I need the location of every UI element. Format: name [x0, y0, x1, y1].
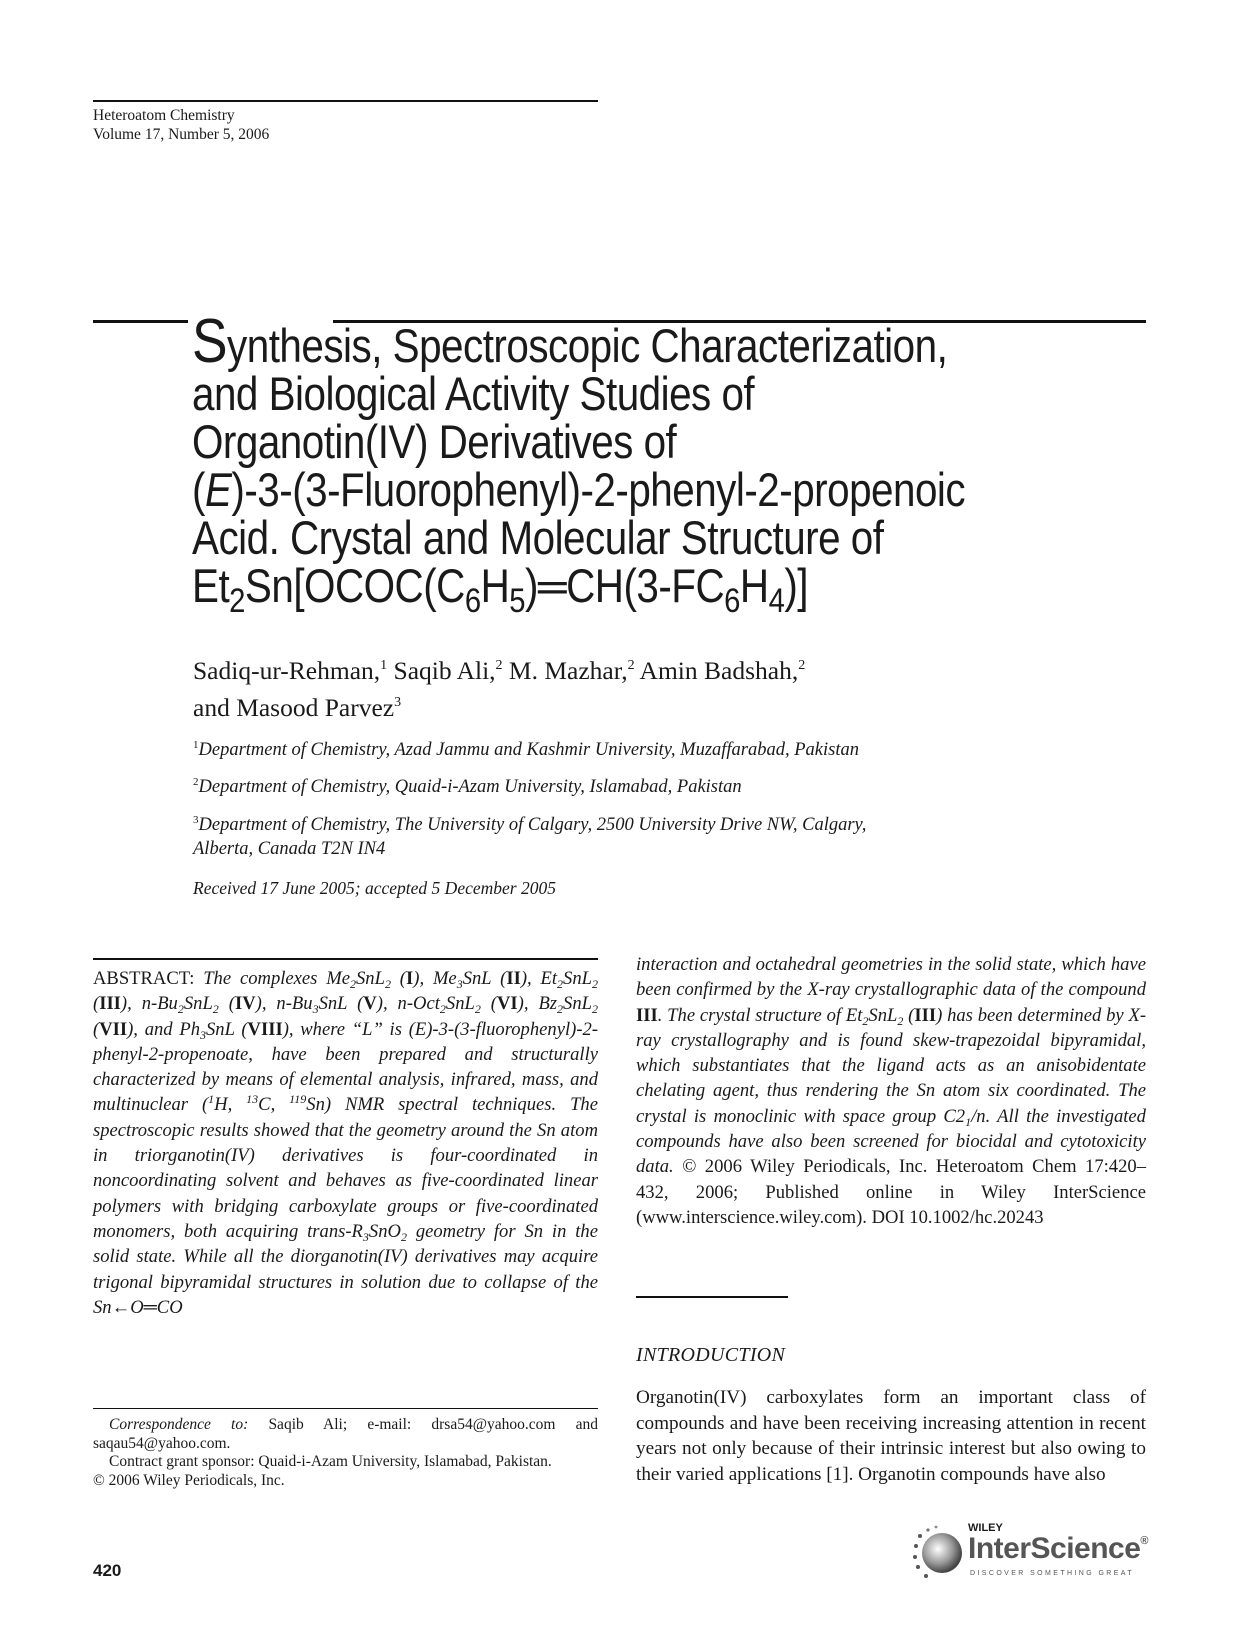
compound-number: II	[506, 968, 521, 989]
subscript: 2	[474, 1002, 481, 1017]
compound-number: I	[406, 968, 414, 989]
subscript: 2	[177, 1002, 184, 1017]
abstract-text: The complexes Me	[203, 968, 350, 989]
abstract-text: SnO	[368, 1220, 401, 1242]
abstract-text: . The crystal structure of Et	[657, 1004, 863, 1026]
subscript: 2	[862, 1013, 869, 1028]
superscript: 1	[208, 1092, 215, 1107]
subscript: 2	[384, 977, 391, 991]
abstract-rule	[93, 958, 598, 960]
abstract-text: (	[93, 1018, 100, 1040]
subscript: 3	[312, 1002, 319, 1017]
title-subscript: 6	[724, 582, 740, 620]
title-line: ynthesis, Spectroscopic Characterization,	[227, 319, 948, 372]
subscript: 2	[439, 1002, 446, 1017]
affiliation-text: Department of Chemistry, Azad Jammu and Kashmir University, Muzaffarabad, Pakistan	[198, 740, 859, 760]
author-name: and Masood Parvez	[193, 693, 395, 722]
title-text: )]	[784, 559, 808, 612]
logo-registered: ®	[1140, 1535, 1149, 1547]
abstract-continued	[636, 952, 1146, 1230]
title-subscript: 2	[229, 582, 245, 620]
abstract-text: SnL (	[206, 1018, 248, 1040]
title-text: )═CH(3-FC	[525, 559, 725, 612]
author-affil-mark: 2	[495, 658, 503, 673]
compound-number: VIII	[247, 1018, 283, 1040]
subscript: 2	[591, 977, 598, 991]
affiliation-text: Alberta, Canada T2N IN4	[193, 839, 386, 859]
journal-volume: Volume 17, Number 5, 2006	[93, 126, 270, 143]
compound-number: VII	[99, 1018, 128, 1040]
title-text: E	[204, 463, 232, 516]
affiliation	[193, 738, 859, 762]
wiley-interscience-logo	[908, 1522, 1148, 1584]
title-rule-left	[93, 320, 188, 323]
subscript: 2	[897, 1013, 904, 1028]
abstract-text: SnL	[356, 968, 385, 989]
abstract	[93, 966, 598, 1320]
abstract-text: ) has been determined by X-ray crystallography and is found skew-trapezoidal bipyramidal, which substantiates that the ligand acts as an anisobidentate chelating agent, thus rendering the Sn atom six coordinated. The crystal is monoclinic with space group C2	[636, 1004, 1147, 1127]
author-list	[193, 652, 805, 726]
subscript: 2	[591, 1002, 598, 1017]
footnote	[93, 1416, 598, 1490]
abstract-text: SnL	[445, 993, 475, 1015]
abstract-text: /n. All the investigated compounds have also been screened for biocidal and cytotoxicity data.	[636, 1105, 1146, 1178]
affiliation-mark: 3	[193, 814, 199, 826]
logo-tagline: DISCOVER SOMETHING GREAT	[970, 1570, 1135, 1577]
superscript: 119	[289, 1092, 307, 1107]
abstract-text: ), Me	[413, 968, 457, 989]
compound-number: V	[363, 993, 377, 1015]
affiliation-text: Department of Chemistry, Quaid-i-Azam University, Islamabad, Pakistan	[198, 777, 742, 797]
subscript: 2	[557, 977, 564, 991]
abstract-text: ), Et	[520, 968, 558, 989]
subscript: 2	[400, 1229, 407, 1244]
author-name: M. Mazhar,	[508, 656, 628, 685]
footnote-rule	[93, 1408, 598, 1409]
article-title	[192, 307, 1018, 620]
abstract-text: ), and Ph	[127, 1018, 200, 1040]
abstract-text: ), Bz	[517, 993, 558, 1015]
footnote-text: Saqib Ali; e-mail: drsa54@yahoo.com and saqau54@yahoo.com.	[93, 1416, 598, 1452]
superscript: 13	[246, 1092, 259, 1107]
abstract-text: geometry for Sn in the solid state. While all the diorganotin(IV) derivatives may acquire trigonal bipyramidal structures in solution due to collapse of the Sn←O═CO	[93, 1220, 598, 1318]
section-rule	[636, 1296, 788, 1298]
affiliation-mark: 1	[193, 739, 199, 751]
compound-number: III	[914, 1004, 937, 1026]
title-line: Organotin(IV) Derivatives of	[192, 415, 677, 468]
compound-number: IV	[234, 993, 256, 1015]
subscript: 2	[350, 977, 356, 991]
title-text: (	[192, 463, 205, 516]
subscript: 1	[965, 1114, 972, 1129]
abstract-label: ABSTRACT:	[93, 968, 195, 989]
title-subscript: 4	[768, 582, 785, 620]
abstract-text: C,	[258, 1094, 290, 1116]
abstract-text: SnL	[183, 993, 213, 1015]
footnote-label: Correspondence to:	[109, 1416, 249, 1433]
abstract-text: Sn) NMR spectral techniques. The spectroscopic results showed that the geometry around the Sn atom in triorganotin(IV) derivatives is four-coordinated in noncoordinating solvent and behaves as five-coordinated linear polymers with bridging carboxylate groups or five-coordinated monomers, both acquiring trans-R	[93, 1094, 598, 1242]
abstract-text: SnL (	[318, 993, 364, 1015]
affiliation	[193, 775, 742, 799]
logo-brand	[968, 1532, 1148, 1566]
author-name: Saqib Ali,	[393, 656, 496, 685]
logo-wiley: WILEY	[968, 1522, 1003, 1534]
title-initial: S	[192, 307, 228, 376]
abstract-text: SnL (	[462, 968, 507, 989]
author-affil-mark: 1	[380, 658, 388, 673]
subscript: 3	[456, 977, 463, 991]
title-line: and Biological Activity Studies of	[192, 367, 755, 420]
title-line: Acid. Crystal and Molecular Structure of	[192, 511, 884, 564]
abstract-text: (	[903, 1004, 915, 1026]
citation-info: © 2006 Wiley Periodicals, Inc. Heteroatom Chem 17:420–432, 2006; Published online in Wiley InterScience (www.interscience.wiley.com). DOI 10.1002/hc.20243	[636, 1156, 1146, 1228]
subscript: 2	[557, 1002, 564, 1017]
compound-number: III	[636, 1004, 658, 1026]
page-number: 420	[93, 1561, 122, 1580]
journal-header	[93, 100, 598, 144]
compound-number: VI	[496, 993, 518, 1015]
abstract-text: ), n-Oct	[376, 993, 440, 1015]
affiliation-mark: 2	[193, 776, 199, 788]
title-text: )-3-(3-Fluorophenyl)-2-phenyl-2-propenoic	[231, 463, 966, 516]
abstract-text: ), where “L” is (E)-3-(3-fluorophenyl)-2-phenyl-2-propenoate, have been prepared and structurally characterized by means of elemental analysis, infrared, mass, and multinuclear (	[93, 1018, 598, 1116]
abstract-text: SnL	[563, 993, 592, 1015]
abstract-text: (	[399, 968, 406, 989]
title-subscript: 6	[464, 582, 481, 620]
title-text: H	[480, 559, 510, 612]
author-affil-mark: 2	[798, 658, 806, 673]
compound-number: III	[99, 993, 121, 1015]
subscript: 2	[212, 1002, 219, 1017]
author-affil-mark: 2	[627, 658, 635, 673]
author-name: Sadiq-ur-Rehman,	[193, 656, 381, 685]
abstract-text: (	[228, 993, 235, 1015]
abstract-text: SnL	[868, 1004, 898, 1026]
intro-paragraph: Organotin(IV) carboxylates form an important class of compounds and have been receiving increasing attention in recent years not only because of their intrinsic interest but also owing to their varied applications [1]. Organotin compounds have also	[636, 1387, 1146, 1485]
affiliation	[193, 813, 866, 861]
section-heading: INTRODUCTION	[636, 1344, 786, 1366]
affiliation-text: Department of Chemistry, The University of Calgary, 2500 University Drive NW, Calgary,	[198, 815, 867, 835]
abstract-text: ), n-Bu	[255, 993, 313, 1015]
journal-name: Heteroatom Chemistry	[93, 107, 235, 124]
subscript: 3	[362, 1229, 369, 1244]
abstract-text: ), n-Bu	[120, 993, 178, 1015]
abstract-text: H,	[214, 1094, 247, 1116]
title-text: H	[739, 559, 769, 612]
abstract-text: SnL	[563, 968, 592, 989]
received-dates: Received 17 June 2005; accepted 5 December 2005	[193, 878, 556, 898]
abstract-text: interaction and octahedral geometries in the solid state, which have been confirmed by the X-ray crystallographic data of the compound	[636, 954, 1146, 1001]
title-text: Sn[OCOC(C	[244, 559, 465, 612]
subscript: 3	[200, 1027, 206, 1042]
footnote-text: Contract grant sponsor: Quaid-i-Azam University, Islamabad, Pakistan.	[109, 1453, 552, 1470]
title-subscript: 5	[509, 582, 526, 620]
author-affil-mark: 3	[394, 695, 402, 710]
abstract-text: (	[490, 993, 497, 1015]
footnote-text: © 2006 Wiley Periodicals, Inc.	[93, 1471, 285, 1489]
abstract-text: (	[93, 993, 100, 1015]
author-name: Amin Badshah,	[639, 656, 799, 685]
logo-brand-text: InterScience	[968, 1532, 1141, 1565]
title-text: Et	[192, 559, 230, 612]
